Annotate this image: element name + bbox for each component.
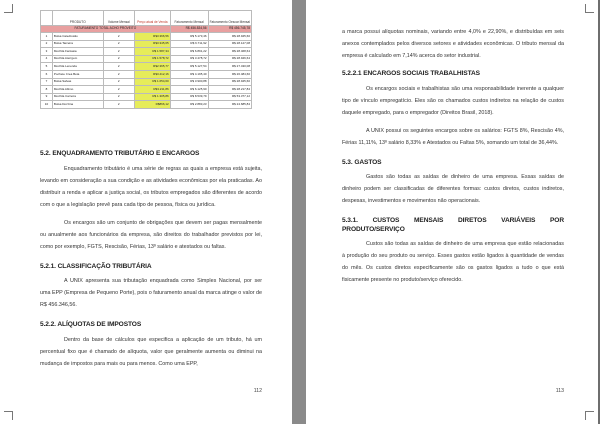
table-cell: R$ 3.900,88 (170, 78, 208, 86)
page-number: 113 (555, 388, 564, 394)
paragraph: a marca possui alíquotas nominais, variando entre 4,0% e 22,90%, e distribuídas em seis anexos contemplados pelos diversos setores e atividades econômicas. O tributo mensal da empresa é calculado em 7,14% acerca do setor industrial. (342, 29, 564, 59)
table-header-row (41, 11, 252, 26)
table-cell: Mochila Lenenda (52, 63, 103, 71)
table-header-cell: Volume Mensal (103, 11, 134, 26)
table-cell: R$ 4.195,40 (170, 70, 208, 78)
table-cell: 7 (41, 78, 53, 86)
table-cell: R$ 6.891,22 (170, 48, 208, 56)
paragraph: Gastos são todas as saídas de dinheiro de uma empresa. Essas saídas de dinheiro podem ser classificadas de diferentes formas: custos diretos, custos indiretos, despesas, investimentos e movimentos não operacionais. (342, 174, 564, 205)
table-cell: 5 (41, 63, 53, 71)
table-cell: R$ 1.578,72 (134, 55, 170, 63)
section-heading: 5.3.1. CUSTOS MENSAIS DIRETOS VARIÁVEIS POR PRODUTO/SERVIÇO (342, 217, 564, 233)
table-cell: R$ 3.478,72 (170, 55, 208, 63)
table-cell: R$ 28.946,64 (208, 55, 251, 63)
table-cell: R$2.365,77 (134, 63, 170, 71)
table-cell: R$3.345,65 (134, 40, 170, 48)
table-cell: Bolsa Salvas (52, 78, 103, 86)
table-cell: 2 (103, 101, 134, 109)
table-row (41, 63, 252, 71)
table-cell: 3 (41, 48, 53, 56)
table-cell: 4 (41, 55, 53, 63)
table-cell: Mochila Altimo (52, 86, 103, 94)
page-number: 112 (253, 388, 262, 394)
table-cell: R$ 1.654,60 (134, 78, 170, 86)
table-cell: R$ 8.539,79 (170, 93, 208, 101)
table-cell: 2 (103, 40, 134, 48)
table-cell: Mochila Aterrgem (52, 55, 103, 63)
table-cell: R$3.412,16 (134, 70, 170, 78)
table-header-cell: Faturamento Mensal (170, 11, 208, 26)
table-header-cell: PRODUTO (52, 11, 103, 26)
table-cell: 6 (41, 70, 53, 78)
table-cell: R$ 5.127,54 (170, 63, 208, 71)
table-row (41, 40, 252, 48)
table-cell: 2 (41, 40, 53, 48)
paragraph: Dentro da base de cálculos que especifica a aplicação de um tributo, há um percentual fixo que é chamado de alíquota, valor que geralmente aumenta ou diminui na mudança de impostos para mais ou para menos. Como uma EPP, (40, 336, 262, 367)
table-cell: R$ 1.305,86 (134, 93, 170, 101)
table-cell: Bolsa Tarceira (52, 40, 103, 48)
table-cell: Pochete Crea Beta (52, 70, 103, 78)
table-cell: 2 (103, 48, 134, 56)
paragraph: Os encargos sociais e trabalhistas são uma responsabilidade inerente a qualquer tipo de vínculo empregatício. Eles são os chamados custos indiretos na relação de custos daquele empregado, para o empregador (Direitos Brasil, 2018). (342, 85, 564, 116)
table-cell: R$ 28.127,08 (208, 40, 251, 48)
section-heading: 5.2.1. CLASSIFICAÇÃO TRIBUTÁRIA (40, 262, 152, 270)
table-total-row (41, 26, 252, 33)
table-cell: 2 (103, 93, 134, 101)
table-cell: R$ 6.125,90 (170, 86, 208, 94)
table-header-cell: Faturamento Oescar Mensal (208, 11, 251, 26)
paragraph: A UNIX possui os seguintes encargos sobre os salários: FGTS 8%, Rescisão 4%, Férias 11,11%, 13º salário 8,33% e Atestados ou Faltas 5%, somando um total de 36,44%. (342, 127, 564, 146)
table-row (41, 86, 252, 94)
table-cell: R$ 24.685,84 (208, 101, 251, 109)
table-cell: R$866,12 (134, 101, 170, 109)
crop-mark (4, 4, 13, 13)
table-cell: R$ 28.945,60 (208, 78, 251, 86)
table-cell: Bolsa Dozzina (52, 101, 103, 109)
table-cell: 2 (103, 33, 134, 41)
paragraph: Enquadramento tributário é uma série de regras as quais a empresa está sujeita, levando em consideração a sua condição e as atividades econômicas por ela praticadas. Ao distribuir a renda e aplicar a justiça social, os tributos empregados são diferentes de acordo com o que a legislação prevê para cada tipo de pessoa, física ou jurídica. (40, 165, 262, 208)
table-cell: Mochila Fantasia (52, 48, 103, 56)
section-heading: 5.3. GASTOS (342, 158, 382, 166)
table-row (41, 33, 252, 41)
paragraph: Os encargos são um conjunto de obrigações que devem ser pagas mensalmente ou anualmente aos funcionários da empresa, são direitos do trabalhador previstos por lei, como por exemplo, FGTS, Rescisão, Férias, 13º salário e atestados ou faltas. (40, 219, 262, 250)
table-cell: 2 (103, 78, 134, 86)
revenue-table (40, 10, 252, 109)
table-cell: Bolsa Catedrosão (52, 33, 103, 41)
table-cell: 10 (41, 101, 53, 109)
table-cell: Mochila Carreira (52, 93, 103, 101)
book-gutter (292, 0, 306, 424)
table-header-cell: Preço atual de Venda (134, 11, 170, 26)
crop-mark (585, 4, 594, 13)
table-cell: R$3.366,56 (134, 33, 170, 41)
table-cell: 9 (41, 93, 53, 101)
table-cell: R$ 28.217,84 (208, 86, 251, 94)
table-cell: 2 (103, 63, 134, 71)
crop-mark (4, 411, 13, 420)
table-cell: 1 (41, 33, 53, 41)
table-cell: 2 (103, 55, 134, 63)
table-cell: R$ 6.711,92 (170, 40, 208, 48)
table-row (41, 70, 252, 78)
section-heading: 5.2.2.1 ENCARGOS SOCIAIS TRABALHISTAS (342, 70, 480, 77)
table-cell: R$ 53.377,12 (208, 93, 251, 101)
table-row (41, 48, 252, 56)
table-cell: R$ 27.430,08 (208, 63, 251, 71)
paragraph: A UNIX apresenta sua tributação enquadrada como Simples Nacional, por ser uma EPP (Empresa de Pequeno Porte), pois o faturamento anual da marca atinge o valor de R$ 456.346,56. (40, 278, 262, 309)
crop-mark (585, 411, 594, 420)
table-cell: R$ 5.173,46 (170, 33, 208, 41)
table-cell: R$ 1.587,34 (134, 48, 170, 56)
table-cell: 2 (103, 70, 134, 78)
table-cell: R$ 28.468,64 (208, 48, 251, 56)
table-row (41, 55, 252, 63)
paragraph: Custos são todas as saídas de dinheiro de uma empresa que estão relacionadas à produção do seu produto ou serviço. Esses gastos estão ligados à quantidade de vendas do mês. Os custos diretos especificamente são os gastos ligados a tudo o que está fisicamente presente no produto/serviço oferecido. (342, 241, 564, 284)
table-cell: R$ 2.883,23 (170, 101, 208, 109)
table-cell: 8 (41, 86, 53, 94)
section-heading: 5.2.2. ALÍQUOTAS DE IMPOSTOS (40, 321, 142, 329)
table-row (41, 93, 252, 101)
right-page (306, 0, 598, 424)
total-value: R$ 456.834,56 (170, 26, 208, 33)
table-header-cell (41, 11, 53, 26)
table-cell: R$3.211,86 (134, 86, 170, 94)
section-heading: 5.2. ENQUADRAMENTO TRIBUTÁRIO E ENCARGOS (40, 150, 200, 157)
table-cell: R$ 28.945,60 (208, 33, 251, 41)
total-label: FATURAMENTO TOTAL ACHO PROVEITO (41, 26, 171, 33)
table-row (41, 101, 252, 109)
left-page (0, 0, 292, 424)
table-cell: 2 (103, 86, 134, 94)
total-value: R$ 456.745,78 (208, 26, 251, 33)
table-cell: R$ 26.484,60 (208, 70, 251, 78)
table-row (41, 78, 252, 86)
